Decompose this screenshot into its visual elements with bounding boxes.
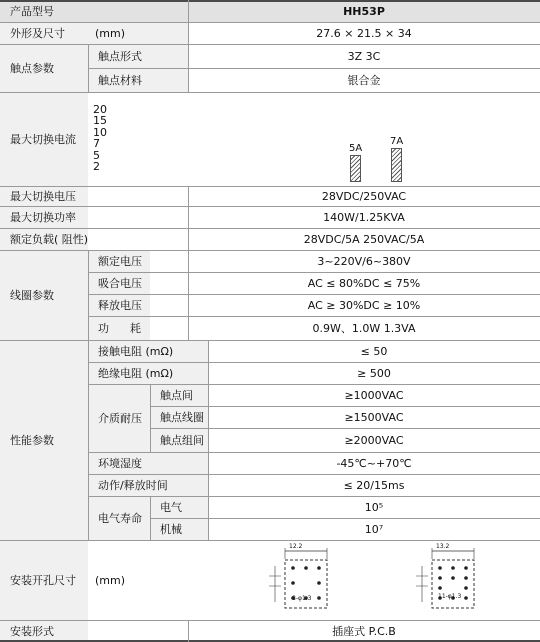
dimensions-unit: (mm) <box>95 26 126 40</box>
max-power-value: 140W/1.25KVA <box>323 210 405 224</box>
current-bar-7a <box>391 148 402 182</box>
rule <box>0 340 540 341</box>
coil-power-label: 功 耗 <box>98 321 141 335</box>
coil-rated-voltage-label: 额定电压 <box>98 254 142 268</box>
y-tick: 7 <box>93 137 100 151</box>
env-label: 环境湿度 <box>98 456 142 470</box>
rule <box>0 186 540 187</box>
rule <box>188 186 189 340</box>
contact-material-label: 触点材料 <box>98 73 142 87</box>
rule <box>88 294 540 295</box>
rule <box>0 620 540 621</box>
rule <box>0 250 540 251</box>
rule <box>88 474 540 475</box>
rule <box>88 250 89 340</box>
contact-params-label: 触点参数 <box>10 61 54 75</box>
rule <box>0 44 540 45</box>
coil-label: 线圈参数 <box>10 288 54 302</box>
y-tick: 15 <box>93 114 107 128</box>
rule <box>208 340 209 540</box>
current-bar-label: 7A <box>390 136 404 147</box>
rule <box>0 228 540 229</box>
coil-pull-in-label: 吸合电压 <box>98 276 142 290</box>
mounting-holes-unit: (mm) <box>95 573 126 587</box>
mount-type-value: 插座式 P.C.B <box>332 624 396 638</box>
contact-resistance-value: ≤ 50 <box>360 344 388 358</box>
y-tick: 2 <box>93 160 100 174</box>
rule <box>88 68 540 69</box>
rule <box>0 92 540 93</box>
max-voltage-label: 最大切换电压 <box>10 189 76 203</box>
rule <box>88 272 540 273</box>
life-electrical-label: 电气 <box>160 500 182 514</box>
rule <box>150 496 151 540</box>
footprint-right-hole-dim: 11-φ1.3 <box>438 593 462 600</box>
rule <box>0 540 540 541</box>
contact-form-value: 3Z 3C <box>347 49 381 63</box>
rule <box>88 44 89 92</box>
product-model-value: HH53P <box>343 4 385 18</box>
footprint-right-dim: 13.2 <box>436 543 450 550</box>
dielectric-groups-label: 触点组间 <box>160 433 204 447</box>
coil-release-label: 释放电压 <box>98 298 142 312</box>
rule <box>0 206 540 207</box>
rule <box>88 316 540 317</box>
rule <box>188 0 189 92</box>
rule <box>88 452 540 453</box>
mounting-holes-label: 安装开孔尺寸 <box>10 573 76 587</box>
insulation-value: ≥ 500 <box>357 366 391 380</box>
rule <box>88 340 89 540</box>
footprint-left-dim: 12.2 <box>289 543 303 550</box>
action-time-label: 动作/释放时间 <box>98 478 168 492</box>
life-mechanical-value: 10⁷ <box>364 522 384 536</box>
rule <box>0 22 540 23</box>
rule <box>188 620 189 642</box>
coil-rated-voltage-value: 3~220V/6~380V <box>317 254 411 268</box>
rule <box>150 384 151 452</box>
max-power-label: 最大切换功率 <box>10 210 76 224</box>
current-bar-5a <box>350 155 361 182</box>
current-bar-label: 5A <box>349 143 363 154</box>
y-tick: 20 <box>93 103 107 116</box>
footprint-left-drawing <box>265 543 345 616</box>
rated-load-label: 额定负载( 阻性) <box>10 232 89 246</box>
dielectric-groups-value: ≥2000VAC <box>344 433 404 447</box>
env-value: -45℃~+70℃ <box>336 456 412 470</box>
product-model-label: 产品型号 <box>10 4 54 18</box>
contact-material-value: 银合金 <box>347 73 381 87</box>
dielectric-label: 介质耐压 <box>98 411 142 425</box>
current-y-axis <box>93 104 107 172</box>
contact-resistance-label: 接触电阻 (mΩ) <box>98 344 174 358</box>
rule <box>0 0 540 2</box>
coil-pull-in-value: AC ≤ 80%DC ≤ 75% <box>307 276 421 290</box>
performance-label: 性能参数 <box>10 433 54 447</box>
coil-release-value: AC ≥ 30%DC ≥ 10% <box>307 298 421 312</box>
life-electrical-value: 10⁵ <box>364 500 384 514</box>
insulation-label: 绝缘电阻 (mΩ) <box>98 366 174 380</box>
mount-type-label: 安装形式 <box>10 624 54 638</box>
contact-form-label: 触点形式 <box>98 49 142 63</box>
dielectric-coil-value: ≥1500VAC <box>344 410 404 424</box>
life-mechanical-label: 机械 <box>160 522 182 536</box>
dielectric-contacts-value: ≥1000VAC <box>344 388 404 402</box>
dielectric-coil-label: 触点线圈 <box>160 410 204 424</box>
rule <box>88 384 540 385</box>
max-voltage-value: 28VDC/250VAC <box>321 189 407 203</box>
rule <box>88 362 540 363</box>
max-current-label: 最大切换电流 <box>10 132 76 146</box>
footprint-left-hole-dim: 8-φ1.3 <box>292 595 312 602</box>
life-label: 电气寿命 <box>98 511 142 525</box>
y-tick: 5 <box>93 148 100 162</box>
coil-power-value: 0.9W、1.0W 1.3VA <box>312 321 416 335</box>
dielectric-contacts-label: 触点间 <box>160 388 193 402</box>
action-time-value: ≤ 20/15ms <box>343 478 405 492</box>
rated-load-value: 28VDC/5A 250VAC/5A <box>303 232 425 246</box>
y-tick: 10 <box>93 125 107 139</box>
footprint-right-drawing <box>412 543 492 616</box>
rule <box>88 496 540 497</box>
dimensions-label: 外形及尺寸 <box>10 26 65 40</box>
dimensions-value: 27.6 × 21.5 × 34 <box>316 26 412 40</box>
